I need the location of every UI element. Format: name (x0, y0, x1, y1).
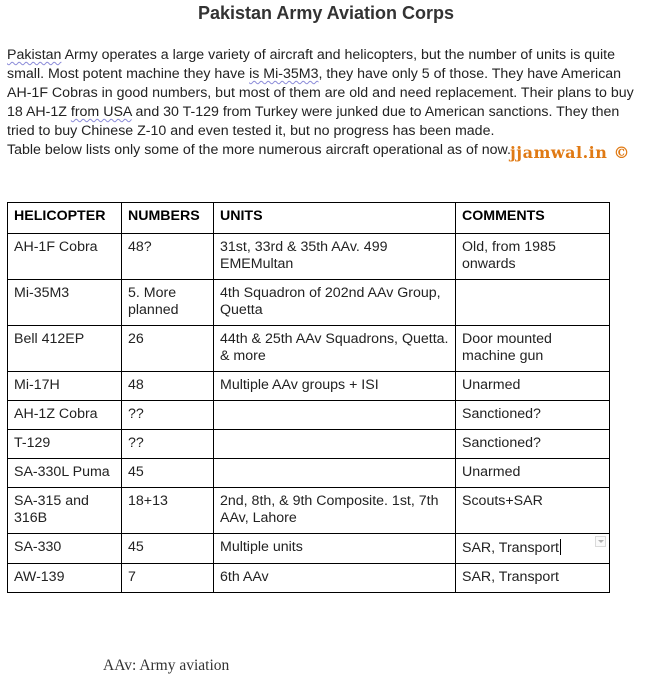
header-helicopter[interactable]: HELICOPTER (8, 203, 122, 234)
cell-comments-active[interactable] (456, 534, 610, 564)
document-title: Pakistan Army Aviation Corps (197, 3, 455, 23)
cell-helicopter[interactable]: SA-330L Puma (8, 459, 122, 488)
cell-helicopter[interactable]: Mi-35M3 (8, 280, 122, 326)
cell-units[interactable] (214, 430, 456, 459)
footnote: AAv: Army aviation (103, 657, 230, 674)
table-row (8, 372, 610, 401)
cell-units[interactable]: 2nd, 8th, & 9th Composite. 1st, 7th AAv, Lahore (214, 488, 456, 534)
cell-comments[interactable]: Sanctioned? (456, 401, 610, 430)
spellcheck-word-mi35m3[interactable]: is Mi-35M3 (249, 66, 319, 82)
spellcheck-word-from-usa[interactable]: from USA (70, 104, 132, 120)
intro-text-part-2: , they have only 5 of those. They have American AH-1F Cobras in good numbers, but most of them are old and need replacement. Their plans to buy 18 AH-1Z (7, 66, 634, 120)
cell-comments[interactable]: Sanctioned? (456, 430, 610, 459)
cell-units[interactable] (214, 459, 456, 488)
cell-helicopter[interactable]: AW-139 (8, 564, 122, 593)
cell-numbers[interactable]: 45 (122, 534, 214, 564)
header-units[interactable]: UNITS (214, 203, 456, 234)
table-row (8, 401, 610, 430)
cell-numbers[interactable]: 48 (122, 372, 214, 401)
text-cursor (560, 539, 561, 555)
cell-units[interactable]: Multiple AAv groups + ISI (214, 372, 456, 401)
table-row (8, 280, 610, 326)
cell-numbers[interactable]: ?? (122, 401, 214, 430)
cell-units[interactable]: 6th AAv (214, 564, 456, 593)
cell-helicopter[interactable]: Bell 412EP (8, 326, 122, 372)
table-row (8, 430, 610, 459)
cell-comments[interactable]: SAR, Transport (456, 564, 610, 593)
cell-comments[interactable]: Old, from 1985 onwards (456, 234, 610, 280)
cell-numbers[interactable]: 26 (122, 326, 214, 372)
cell-helicopter[interactable]: SA-330 (8, 534, 122, 564)
cell-helicopter[interactable]: T-129 (8, 430, 122, 459)
table-row (8, 326, 610, 372)
header-numbers[interactable]: NUMBERS (122, 203, 214, 234)
cell-units[interactable]: 31st, 33rd & 35th AAv. 499 EMEMultan (214, 234, 456, 280)
cell-units[interactable]: 44th & 25th AAv Squadrons, Quetta. & more (214, 326, 456, 372)
intro-text-part-4: Table below lists only some of the more numerous aircraft operational as of now. (7, 142, 511, 158)
watermark: jjamwal.in © (510, 143, 630, 162)
cell-numbers[interactable]: 5. More planned (122, 280, 214, 326)
cell-numbers[interactable]: 48? (122, 234, 214, 280)
cell-helicopter[interactable]: Mi-17H (8, 372, 122, 401)
cell-menu-chevron-icon[interactable] (595, 536, 606, 547)
cell-numbers[interactable]: 18+13 (122, 488, 214, 534)
table-row (8, 534, 610, 564)
table-header-row (8, 203, 610, 234)
cell-comments[interactable]: Unarmed (456, 372, 610, 401)
table-row (8, 564, 610, 593)
cell-comments-text: SAR, Transport (462, 540, 559, 556)
spellcheck-word-pakistan[interactable]: Pakistan (7, 47, 62, 63)
table-row (8, 234, 610, 280)
cell-units[interactable]: Multiple units (214, 534, 456, 564)
cell-helicopter[interactable]: AH-1Z Cobra (8, 401, 122, 430)
intro-text-part-3: and 30 T-129 from Turkey were junked due to American sanctions. They then tried to buy Chinese Z-10 and even tested it, but no progress has been made. (7, 104, 620, 139)
cell-numbers[interactable]: 7 (122, 564, 214, 593)
cell-comments[interactable] (456, 280, 610, 326)
cell-comments[interactable]: Door mounted machine gun (456, 326, 610, 372)
helicopter-table[interactable] (7, 202, 610, 593)
table-row (8, 459, 610, 488)
cell-numbers[interactable]: 45 (122, 459, 214, 488)
table-row (8, 488, 610, 534)
cell-units[interactable] (214, 401, 456, 430)
cell-helicopter[interactable]: SA-315 and 316B (8, 488, 122, 534)
intro-text-part-1: Army operates a large variety of aircraft and helicopters, but the number of units is quite small. Most potent machine they have (7, 47, 616, 82)
cell-comments[interactable]: Scouts+SAR (456, 488, 610, 534)
cell-units[interactable]: 4th Squadron of 202nd AAv Group, Quetta (214, 280, 456, 326)
cell-comments[interactable]: Unarmed (456, 459, 610, 488)
cell-helicopter[interactable]: AH-1F Cobra (8, 234, 122, 280)
cell-numbers[interactable]: ?? (122, 430, 214, 459)
header-comments[interactable]: COMMENTS (456, 203, 610, 234)
